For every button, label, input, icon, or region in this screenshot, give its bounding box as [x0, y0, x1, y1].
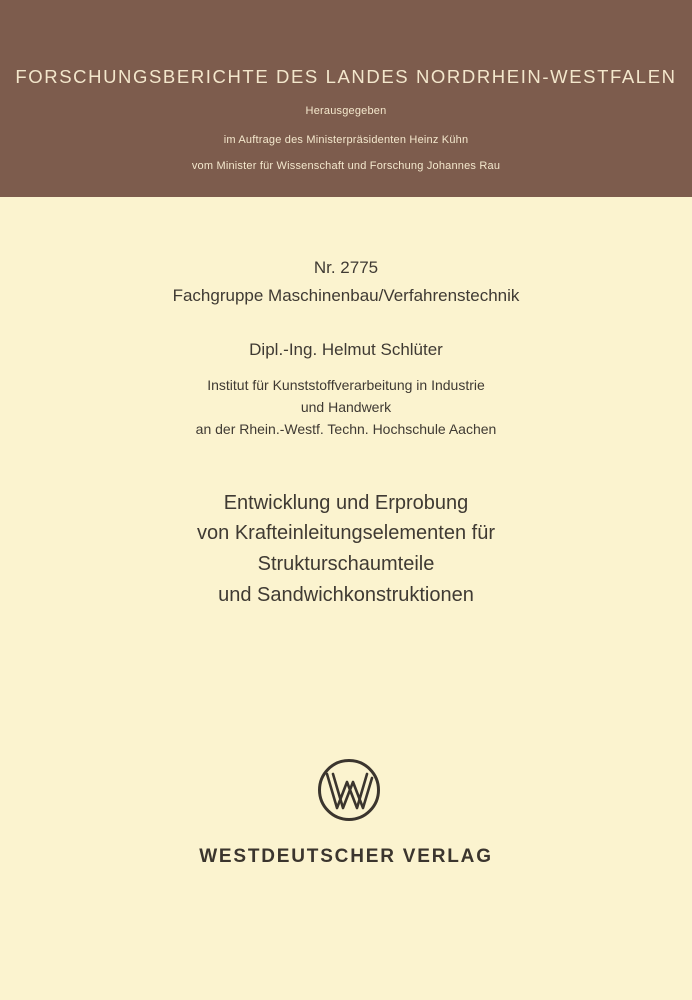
title-line-2: von Krafteinleitungselementen für	[197, 522, 495, 544]
publisher-name: WESTDEUTSCHER VERLAG	[199, 846, 493, 867]
title-line-4: und Sandwichkonstruktionen	[218, 584, 474, 606]
cover-header-band	[0, 0, 692, 197]
title-line-1: Entwicklung und Erprobung	[223, 492, 469, 514]
institute-line-1: Institut für Kunststoffverarbeitung in Industrie	[207, 377, 485, 393]
editor-line-2: im Auftrage des Ministerpräsidenten Heinz Kühn	[223, 134, 469, 146]
author-name: Dipl.-Ing. Helmut Schlüter	[249, 340, 443, 359]
series-title: FORSCHUNGSBERICHTE DES LANDES NORDRHEIN-WESTFALEN	[15, 66, 677, 87]
institute-line-3: an der Rhein.-Westf. Techn. Hochschule Aachen	[195, 421, 497, 437]
subject-group: Fachgruppe Maschinenbau/Verfahrenstechnik	[172, 286, 520, 305]
institute-line-2: und Handwerk	[300, 399, 392, 415]
westdeutscher-verlag-logo-icon	[317, 758, 381, 822]
report-number: Nr. 2775	[313, 258, 379, 277]
editor-line-1: Herausgegeben	[305, 105, 387, 117]
title-line-3: Strukturschaumteile	[257, 553, 435, 575]
editor-line-3: vom Minister für Wissenschaft und Forschung Johannes Rau	[191, 160, 501, 172]
